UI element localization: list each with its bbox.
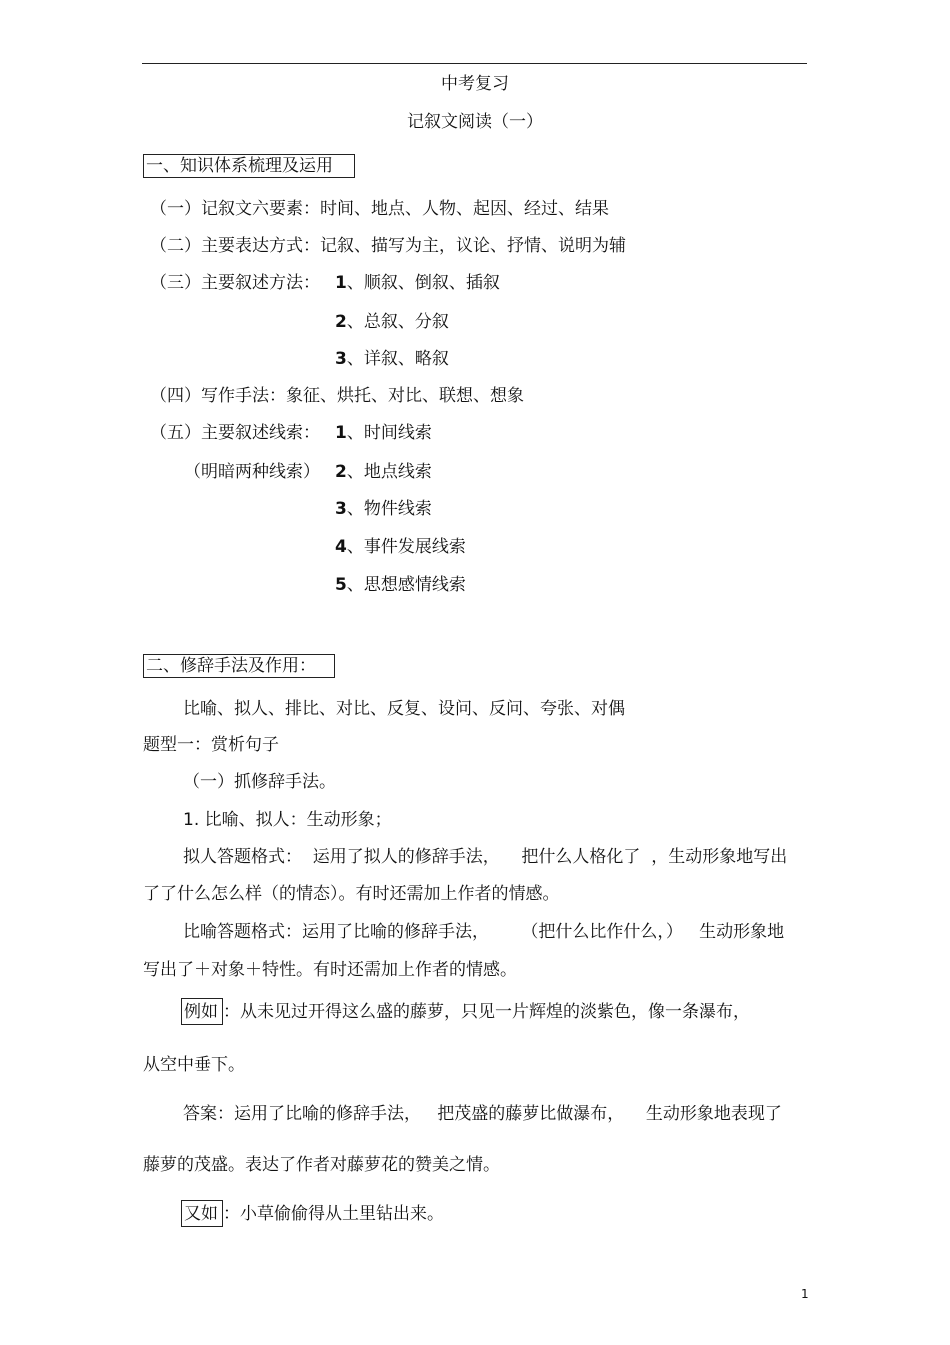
- section1-item5-entry: 3、物件线索: [335, 499, 432, 519]
- point-1: 1. 比喻、拟人：生动形象；: [183, 810, 392, 830]
- example-2: [181, 1206, 444, 1223]
- section1-heading-box: 一、知识体系梳理及运用: [143, 154, 355, 178]
- example-1-line2: 从空中垂下。: [143, 1055, 245, 1075]
- section1-item3-label: （三）主要叙述方法：: [150, 273, 320, 293]
- document-title: 中考复习: [441, 74, 509, 94]
- subsection-1: （一）抓修辞手法。: [183, 772, 336, 792]
- answer-line1: 答案：运用了比喻的修辞手法， 把茂盛的藤萝比做瀑布， 生动形象地表现了: [183, 1104, 782, 1124]
- section2-heading: [143, 654, 335, 678]
- section1-item2: （二）主要表达方式：记叙、描写为主，议论、抒情、说明为辅: [150, 236, 626, 256]
- personification-format-line2: 了了什么怎么样（的情态）。有时还需加上作者的情感。: [143, 884, 560, 904]
- page-number: 1: [801, 1287, 809, 1301]
- section1-item5-entry: 2、地点线索: [335, 462, 432, 482]
- section1-item4: （四）写作手法：象征、烘托、对比、联想、想象: [150, 386, 524, 406]
- personification-format-line1: 拟人答题格式： 运用了拟人的修辞手法， 把什么人格化了 ，生动形象地写出: [183, 847, 788, 867]
- document-subtitle: 记叙文阅读（一）: [407, 112, 543, 132]
- section1-heading: [143, 154, 355, 178]
- metaphor-format-line2: 写出了＋对象＋特性。有时还需加上作者的情感。: [143, 960, 517, 980]
- example-2-tag: 又如: [181, 1200, 223, 1227]
- example-2-text: ：小草偷偷得从土里钻出来。: [223, 1204, 444, 1224]
- section1-item5-entry: 4、事件发展线索: [335, 537, 466, 557]
- section1-item5-label: （五）主要叙述线索：: [150, 423, 320, 443]
- rhetoric-list: 比喻、拟人、排比、对比、反复、设问、反问、夸张、对偶: [183, 699, 625, 719]
- section1-item3-entry: 2、总叙、分叙: [335, 312, 449, 332]
- answer-line2: 藤萝的茂盛。表达了作者对藤萝花的赞美之情。: [143, 1155, 500, 1175]
- section1-item5-entry: 5、思想感情线索: [335, 575, 466, 595]
- example-1-tag: 例如: [181, 998, 223, 1025]
- header-rule: [142, 63, 807, 64]
- section1-item3-entry: 3、详叙、略叙: [335, 349, 449, 369]
- metaphor-format-line1: 比喻答题格式：运用了比喻的修辞手法， （把什么比作什么，） 生动形象地: [183, 922, 785, 942]
- section1-item5-entry: 1、时间线索: [335, 423, 432, 443]
- section1-item1: （一）记叙文六要素：时间、地点、人物、起因、经过、结果: [150, 199, 609, 219]
- section1-item3-entry: 1、顺叙、倒叙、插叙: [335, 273, 500, 293]
- example-1-line1: [181, 1004, 750, 1021]
- section1-item5-sublabel: （明暗两种线索）: [184, 462, 320, 482]
- question-type-1: 题型一：赏析句子: [143, 735, 279, 755]
- section2-heading-box: 二、修辞手法及作用：: [143, 654, 335, 678]
- example-1-text: ：从未见过开得这么盛的藤萝，只见一片辉煌的淡紫色，像一条瀑布，: [223, 1002, 750, 1022]
